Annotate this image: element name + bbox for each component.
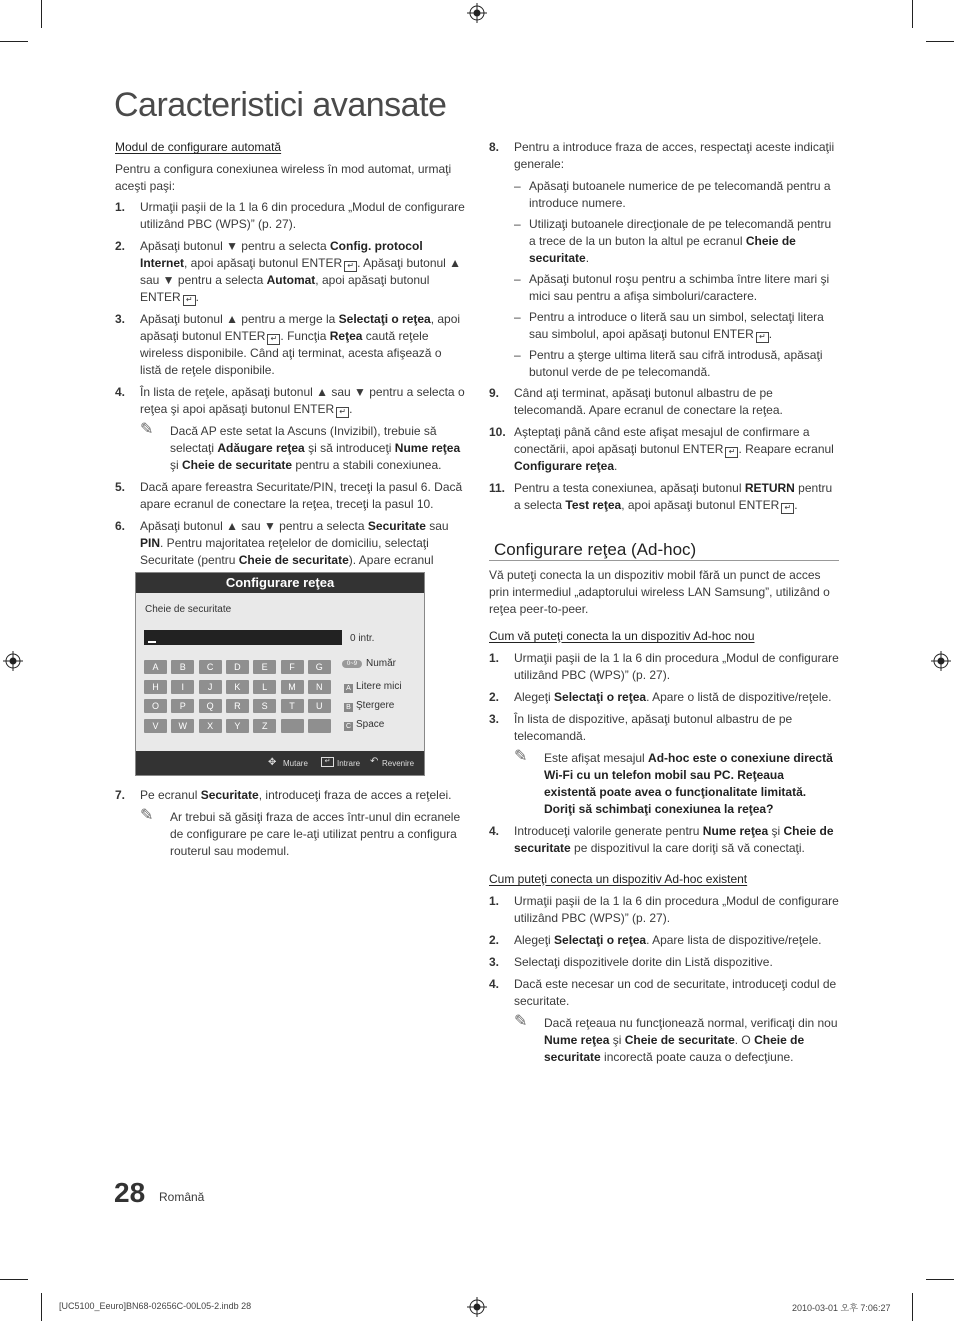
key-v[interactable]: V: [144, 719, 167, 733]
field-label: Cheie de securitate: [145, 604, 232, 615]
key-c[interactable]: C: [199, 660, 222, 674]
note-icon: ✎: [514, 748, 528, 765]
option-delete[interactable]: B Ştergere: [344, 700, 394, 712]
step-item: 1. Urmaţii paşii de la 1 la 6 din procedura „Modul de configurare utilizând PBC (WPS)” (p. 27).: [489, 894, 839, 925]
key-y[interactable]: Y: [226, 719, 249, 733]
key-blank[interactable]: [281, 719, 304, 733]
key-x[interactable]: X: [199, 719, 222, 733]
step-item: 7. Pe ecranul Securitate, introduceţi fraza de acces a reţelei.: [115, 788, 452, 802]
option-number[interactable]: Număr: [366, 658, 397, 669]
key-e[interactable]: E: [253, 660, 276, 674]
screen-nav-bar: [136, 751, 424, 775]
note-item: ✎ Ar trebui să găsiţi fraza de acces într-unul din ecranele de configurare pe care le-aţi utilizat pentru a configura routerul sau modemul.: [140, 807, 461, 858]
key-r[interactable]: R: [226, 699, 249, 713]
key-n[interactable]: N: [308, 680, 331, 694]
page-title: Caracteristici avansate: [114, 86, 447, 124]
step-item: 3. Selectaţi dispozitivele dorite din Listă dispozitive.: [489, 955, 773, 969]
option-lowercase[interactable]: A Litere mici: [344, 681, 402, 693]
language-label: Română: [159, 1190, 205, 1204]
step-item: 3. Apăsaţi butonul ▲ pentru a merge la Selectaţi o reţea, apoi apăsaţi butonul ENTER ↵ . Funcţia Reţea caută reţele wireless disponibile. Când aţi terminat, acesta afişează o listă de reţele disponibile.: [115, 312, 461, 377]
step-item: 11. Pentru a testa conexiunea, apăsaţi butonul RETURN pentru a selecta Test reţea, apoi apăsaţi butonul ENTER ↵ .: [489, 481, 833, 512]
bullet-item: – Pentru a introduce o literă sau un simbol, selectaţi litera sau simbolul, apoi apăsaţi butonul ENTER ↵ .: [514, 310, 824, 341]
crop-mark: [0, 1279, 28, 1280]
note-icon: ✎: [140, 421, 154, 438]
enter-icon: ↵: [725, 447, 738, 458]
enter-icon: ↵: [336, 407, 349, 418]
crop-mark: [912, 0, 913, 28]
note-item: ✎ Dacă AP este setat la Ascuns (Invizibil), trebuie să selectaţi Adăugare reţea şi să introduceţi Nume reţea şi Cheie de securitate pentru a stabili conexiunea.: [140, 421, 461, 472]
subsection-heading: Cum vă puteţi conecta la un dispozitiv Ad-hoc nou: [489, 629, 755, 643]
security-key-input[interactable]: [144, 630, 342, 645]
registration-mark-icon: [3, 651, 23, 671]
key-u[interactable]: U: [308, 699, 331, 713]
crop-mark: [41, 1293, 42, 1321]
print-info-right: 2010-03-01 오후 7:06:27: [792, 1303, 891, 1313]
security-key-screen: [135, 572, 425, 776]
enter-icon: ↵: [321, 757, 334, 767]
yellow-button-icon: C: [345, 723, 352, 730]
note-item: ✎ Este afişat mesajul Ad-hoc este o conexiune directă Wi-Fi cu un telefon mobil sau PC. Reţeaua existentă poate avea o funcţionalitate limitată. Doriţi să schimbaţi conexiunea la reţea?: [514, 748, 833, 816]
move-icon: ✥: [268, 757, 277, 768]
key-g[interactable]: G: [308, 660, 331, 674]
nav-return: Revenire: [382, 759, 415, 768]
enter-icon: ↵: [267, 334, 280, 345]
step-item: 4. În lista de reţele, apăsaţi butonul ▲ sau ▼ pentru a selecta o reţea şi apoi apăsaţi butonul ENTER ↵ .: [115, 385, 465, 416]
note-icon: ✎: [514, 1013, 528, 1030]
section-intro: Vă puteţi conecta la un dispozitiv mobil fără un punct de acces prin intermediul „adaptorului wireless LAN Samsung”, utilizând o reţea peer-to-peer.: [489, 568, 830, 616]
note-item: ✎ Dacă reţeaua nu funcţionează normal, verificaţi din nou Nume reţea şi Cheie de securitate. O Cheie de securitate incorectă poate cauza o defecţiune.: [514, 1013, 838, 1064]
right-column: [489, 139, 839, 1071]
crop-mark: [0, 41, 28, 42]
key-k[interactable]: K: [226, 680, 249, 694]
key-w[interactable]: W: [171, 719, 194, 733]
step-item: 3. În lista de dispozitive, apăsaţi butonul albastru de pe telecomandă.: [489, 712, 793, 743]
key-b[interactable]: B: [171, 660, 194, 674]
step-item: 2. Apăsaţi butonul ▼ pentru a selecta Config. protocol Internet, apoi apăsaţi butonul ENTER ↵ . Apăsaţi butonul ▲ sau ▼ pentru a selecta Automat, apoi apăsaţi butonul ENTER ↵ .: [115, 239, 462, 304]
step-item: 4. Introduceţi valorile generate pentru Nume reţea şi Cheie de securitate pe dispozitivul la care doriţi să vă conectaţi.: [489, 824, 834, 855]
left-column: [115, 139, 465, 591]
key-d[interactable]: D: [226, 660, 249, 674]
red-button-icon: A: [344, 684, 353, 693]
crop-mark: [926, 1279, 954, 1280]
registration-mark-icon: [467, 1297, 487, 1317]
step-item: 2. Alegeţi Selectaţi o reţea. Apare o listă de dispozitive/reţele.: [489, 690, 832, 704]
step-item: 1. Urmaţii paşii de la 1 la 6 din procedura „Modul de configurare utilizând PBC (WPS)” (p. 27).: [489, 651, 839, 682]
enter-icon: ↵: [183, 295, 196, 306]
nav-move: Mutare: [283, 759, 308, 768]
return-icon: ↶: [370, 756, 379, 767]
bullet-item: – Apăsaţi butonul roşu pentru a schimba între litere mari şi mici sau pentru a afişa simboluri/caractere.: [514, 272, 830, 303]
enter-icon: ↵: [344, 261, 357, 272]
key-f[interactable]: F: [281, 660, 304, 674]
key-m[interactable]: M: [281, 680, 304, 694]
page-number: 28: [114, 1177, 146, 1208]
intro-text: Pentru a configura conexiunea wireless în mod automat, urmaţi aceşti paşi:: [115, 162, 452, 193]
key-p[interactable]: P: [171, 699, 194, 713]
step-item: 6. Apăsaţi butonul ▲ sau ▼ pentru a selecta Securitate sau PIN. Pentru majoritatea reţelelor de domiciliu, selectaţi Securitate (pentru Cheie de securitate). Apare ecranul: [115, 519, 449, 567]
section-title: Configurare reţea (Ad-hoc): [489, 541, 839, 561]
bullet-item: – Pentru a şterge ultima literă sau cifră introdusă, apăsaţi butonul verde de pe telecomandă.: [514, 348, 823, 379]
registration-mark-icon: [467, 3, 487, 23]
green-button-icon: B: [344, 703, 353, 712]
step-item: 10. Aşteptaţi până când este afişat mesajul de confirmare a conectării, apoi apăsaţi butonul ENTER ↵ . Reapare ecranul Configurare reţea.: [489, 425, 834, 473]
bullet-item: – Apăsaţi butoanele numerice de pe telecomandă pentru a introduce numere.: [514, 179, 831, 210]
step-item: 2. Alegeţi Selectaţi o reţea. Apare lista de dispozitive/reţele.: [489, 933, 822, 947]
step-item: 8. Pentru a introduce fraza de acces, respectaţi aceste indicaţii generale:: [489, 140, 835, 171]
crop-mark: [912, 1293, 913, 1321]
note-icon: ✎: [140, 807, 154, 824]
step-item: 1. Urmaţii paşii de la 1 la 6 din procedura „Modul de configurare utilizând PBC (WPS)” (p. 27).: [115, 200, 465, 231]
option-space[interactable]: C Space: [345, 719, 385, 730]
key-z[interactable]: Z: [253, 719, 276, 733]
key-t[interactable]: T: [281, 699, 304, 713]
step-item: 4. Dacă este necesar un cod de securitate, introduceţi codul de securitate.: [489, 977, 837, 1008]
screen-title: Configurare reţea: [136, 573, 424, 593]
subsection-heading: Cum puteţi conecta un dispozitiv Ad-hoc existent: [489, 872, 748, 886]
number-toggle-icon: 0~9: [342, 660, 362, 668]
print-info-left: [UC5100_Eeuro]BN68-02656C-00L05-2.indb 28: [59, 1301, 252, 1311]
subsection-heading: Modul de configurare automată: [115, 140, 282, 154]
char-count: 0 intr.: [350, 633, 375, 644]
key-h[interactable]: H: [144, 680, 167, 694]
key-l[interactable]: L: [253, 680, 276, 694]
key-o[interactable]: O: [144, 699, 167, 713]
enter-icon: ↵: [781, 503, 794, 514]
step-item: 9. Când aţi terminat, apăsaţi butonul albastru de pe telecomandă. Apare ecranul de conectare la reţea.: [489, 386, 783, 417]
registration-mark-icon: [931, 651, 951, 671]
cursor: [148, 641, 156, 643]
key-q[interactable]: Q: [199, 699, 222, 713]
enter-icon: ↵: [756, 332, 769, 343]
crop-mark: [41, 0, 42, 28]
key-i[interactable]: I: [171, 680, 194, 694]
nav-enter: Intrare: [337, 759, 361, 768]
left-column-cont: [115, 787, 465, 865]
key-j[interactable]: J: [199, 680, 222, 694]
key-s[interactable]: S: [253, 699, 276, 713]
bullet-item: – Utilizaţi butoanele direcţionale de pe telecomandă pentru a trece de la un buton la altul pe ecranul Cheie de securitate.: [514, 217, 832, 265]
step-item: 5. Dacă apare fereastra Securitate/PIN, treceţi la pasul 6. Dacă apare ecranul de conectare la reţea, treceţi la pasul 10.: [115, 480, 463, 511]
key-a[interactable]: A: [144, 660, 167, 674]
key-blank[interactable]: [308, 719, 331, 733]
crop-mark: [926, 41, 954, 42]
